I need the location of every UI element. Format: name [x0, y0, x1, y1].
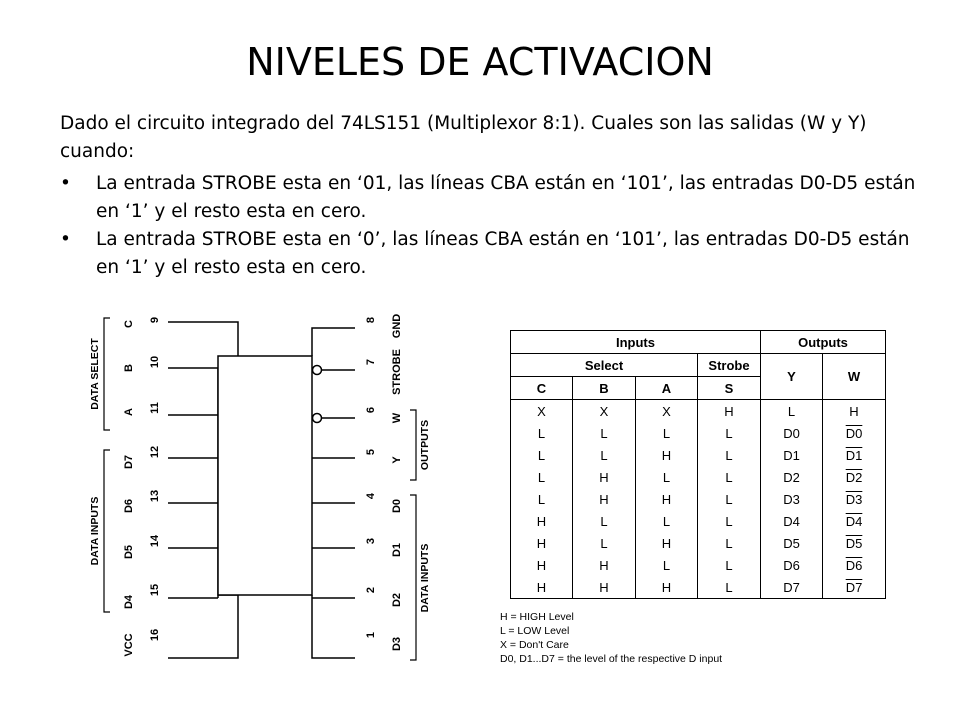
table-cell: L: [511, 466, 573, 488]
table-cell: H: [573, 466, 636, 488]
table-cell: D6: [761, 554, 823, 576]
table-row: [511, 422, 886, 444]
slide-title: NIVELES DE ACTIVACION: [246, 40, 714, 84]
table-row: [511, 400, 886, 423]
table-cell: X: [511, 400, 573, 423]
bullet-text: La entrada STROBE esta en ‘01, las líneas CBA están en ‘101’, las entradas D0-D5 están en ‘1’ y el resto esta en cero.: [96, 173, 916, 222]
table-cell: D4: [761, 510, 823, 532]
ic-body: [218, 356, 312, 595]
pin-name: VCC: [123, 633, 135, 657]
table-cell: L: [573, 510, 636, 532]
col-b: B: [573, 377, 636, 400]
table-cell: L: [698, 554, 761, 576]
table-cell: X: [573, 400, 636, 423]
pin-name: A: [123, 408, 135, 416]
pin-number: 14: [149, 534, 161, 548]
pin-number: 12: [149, 445, 161, 459]
table-row: [511, 488, 886, 510]
table-cell: L: [511, 422, 573, 444]
right-pin-numbers: [365, 317, 377, 638]
table-cell: H: [636, 488, 698, 510]
table-cell: L: [636, 554, 698, 576]
pin-number: 15: [149, 583, 161, 597]
table-cell: H: [636, 444, 698, 466]
table-cell: D0: [823, 422, 886, 444]
table-cell: L: [573, 532, 636, 554]
table-cell: D4: [823, 510, 886, 532]
pin-number: 2: [365, 586, 377, 594]
legend-line: L = LOW Level: [500, 625, 570, 637]
pin-number: 8: [365, 316, 377, 324]
col-s: S: [698, 377, 761, 400]
table-cell: L: [511, 488, 573, 510]
ic-pin-diagram: [80, 300, 440, 670]
pin-number: 6: [365, 406, 377, 414]
table-cell: L: [636, 422, 698, 444]
pin-number: 7: [365, 358, 377, 366]
table-cell: D6: [823, 554, 886, 576]
pin-name: D2: [391, 592, 403, 608]
table-row: [511, 576, 886, 599]
table-legend: [500, 610, 722, 666]
pin-name: D5: [123, 544, 135, 560]
table-cell: L: [698, 510, 761, 532]
table-cell: H: [636, 576, 698, 599]
table-cell: D3: [761, 488, 823, 510]
bullet-dot-icon: •: [60, 229, 71, 250]
table-subheader-row: [511, 354, 886, 377]
pin-name: D0: [391, 498, 403, 514]
pin-name: W: [391, 412, 403, 424]
pin-name: D7: [123, 454, 135, 470]
col-y: Y: [761, 354, 823, 400]
table-cell: D3: [823, 488, 886, 510]
pin-number: 1: [365, 631, 377, 639]
table-cell: H: [511, 532, 573, 554]
pin-name: D4: [123, 594, 135, 610]
pin-name: Y: [391, 456, 403, 464]
intro-text: Dado el circuito integrado del 74LS151 (Multiplexor 8:1). Cuales son las salidas (W y Y) cuando:: [60, 113, 867, 162]
table-cell: H: [573, 488, 636, 510]
table-cell: L: [573, 444, 636, 466]
pin-name: D3: [391, 636, 403, 652]
table-cell: D1: [823, 444, 886, 466]
bullet-dot-icon: •: [60, 173, 71, 194]
table-cell: D2: [761, 466, 823, 488]
right-pin-names: [391, 314, 403, 651]
pin-name: B: [123, 364, 135, 372]
col-a: A: [636, 377, 698, 400]
pin-number: 16: [149, 628, 161, 642]
outputs-label: OUTPUTS: [419, 419, 431, 471]
table-cell: H: [511, 576, 573, 599]
data-inputs-right-label: DATA INPUTS: [419, 543, 431, 613]
table-cell: D7: [823, 576, 886, 599]
table-cell: H: [823, 400, 886, 423]
truth-table-body: [511, 400, 886, 599]
table-cell: L: [511, 444, 573, 466]
table-row: [511, 466, 886, 488]
col-w: W: [823, 354, 886, 400]
table-cell: L: [698, 466, 761, 488]
legend-line: D0, D1...D7 = the level of the respective D input: [500, 653, 723, 665]
table-cell: D7: [761, 576, 823, 599]
table-cell: H: [636, 532, 698, 554]
pin-number: 5: [365, 448, 377, 456]
w-bubble-icon: [313, 414, 322, 423]
legend-line: X = Don't Care: [500, 639, 569, 651]
table-cell: L: [761, 400, 823, 423]
pin-number: 9: [149, 316, 161, 324]
pin-number: 13: [149, 489, 161, 503]
table-cell: L: [636, 466, 698, 488]
table-cell: H: [511, 510, 573, 532]
strobe-header: Strobe: [698, 354, 761, 377]
pin-number: 4: [365, 492, 377, 500]
table-cell: X: [636, 400, 698, 423]
table-cell: H: [573, 554, 636, 576]
table-header-row: [511, 331, 886, 354]
table-row: [511, 554, 886, 576]
pin-number: 3: [365, 537, 377, 545]
table-cell: L: [698, 532, 761, 554]
strobe-bubble-icon: [313, 366, 322, 375]
legend-line: H = HIGH Level: [500, 611, 574, 623]
pin-name: C: [123, 320, 135, 328]
table-cell: L: [698, 576, 761, 599]
table-cell: H: [573, 576, 636, 599]
select-header: Select: [511, 354, 698, 377]
data-select-label: DATA SELECT: [89, 338, 101, 410]
table-cell: D0: [761, 422, 823, 444]
table-cell: D2: [823, 466, 886, 488]
table-cell: L: [698, 488, 761, 510]
pin-number: 11: [149, 402, 161, 414]
data-inputs-left-label: DATA INPUTS: [89, 496, 101, 566]
pin-name: D6: [123, 498, 135, 514]
truth-table: [510, 330, 886, 599]
table-row: [511, 510, 886, 532]
table-cell: L: [636, 510, 698, 532]
table-cell: D1: [761, 444, 823, 466]
table-row: [511, 444, 886, 466]
inputs-header: Inputs: [511, 331, 761, 354]
pin-name: STROBE: [391, 349, 403, 395]
col-c: C: [511, 377, 573, 400]
table-cell: L: [698, 444, 761, 466]
table-row: [511, 532, 886, 554]
table-cell: L: [573, 422, 636, 444]
table-cell: H: [698, 400, 761, 423]
table-cell: D5: [761, 532, 823, 554]
left-pin-numbers: [149, 317, 161, 641]
bullet-text: La entrada STROBE esta en ‘0’, las líneas CBA están en ‘101’, las entradas D0-D5 están en ‘1’ y el resto esta en cero.: [96, 229, 910, 278]
table-cell: L: [698, 422, 761, 444]
table-cell: H: [511, 554, 573, 576]
table-cell: D5: [823, 532, 886, 554]
pin-name: GND: [391, 313, 403, 339]
left-pin-names: [123, 320, 135, 657]
pin-number: 10: [149, 355, 161, 369]
outputs-header: Outputs: [761, 331, 886, 354]
pin-name: D1: [391, 542, 403, 558]
